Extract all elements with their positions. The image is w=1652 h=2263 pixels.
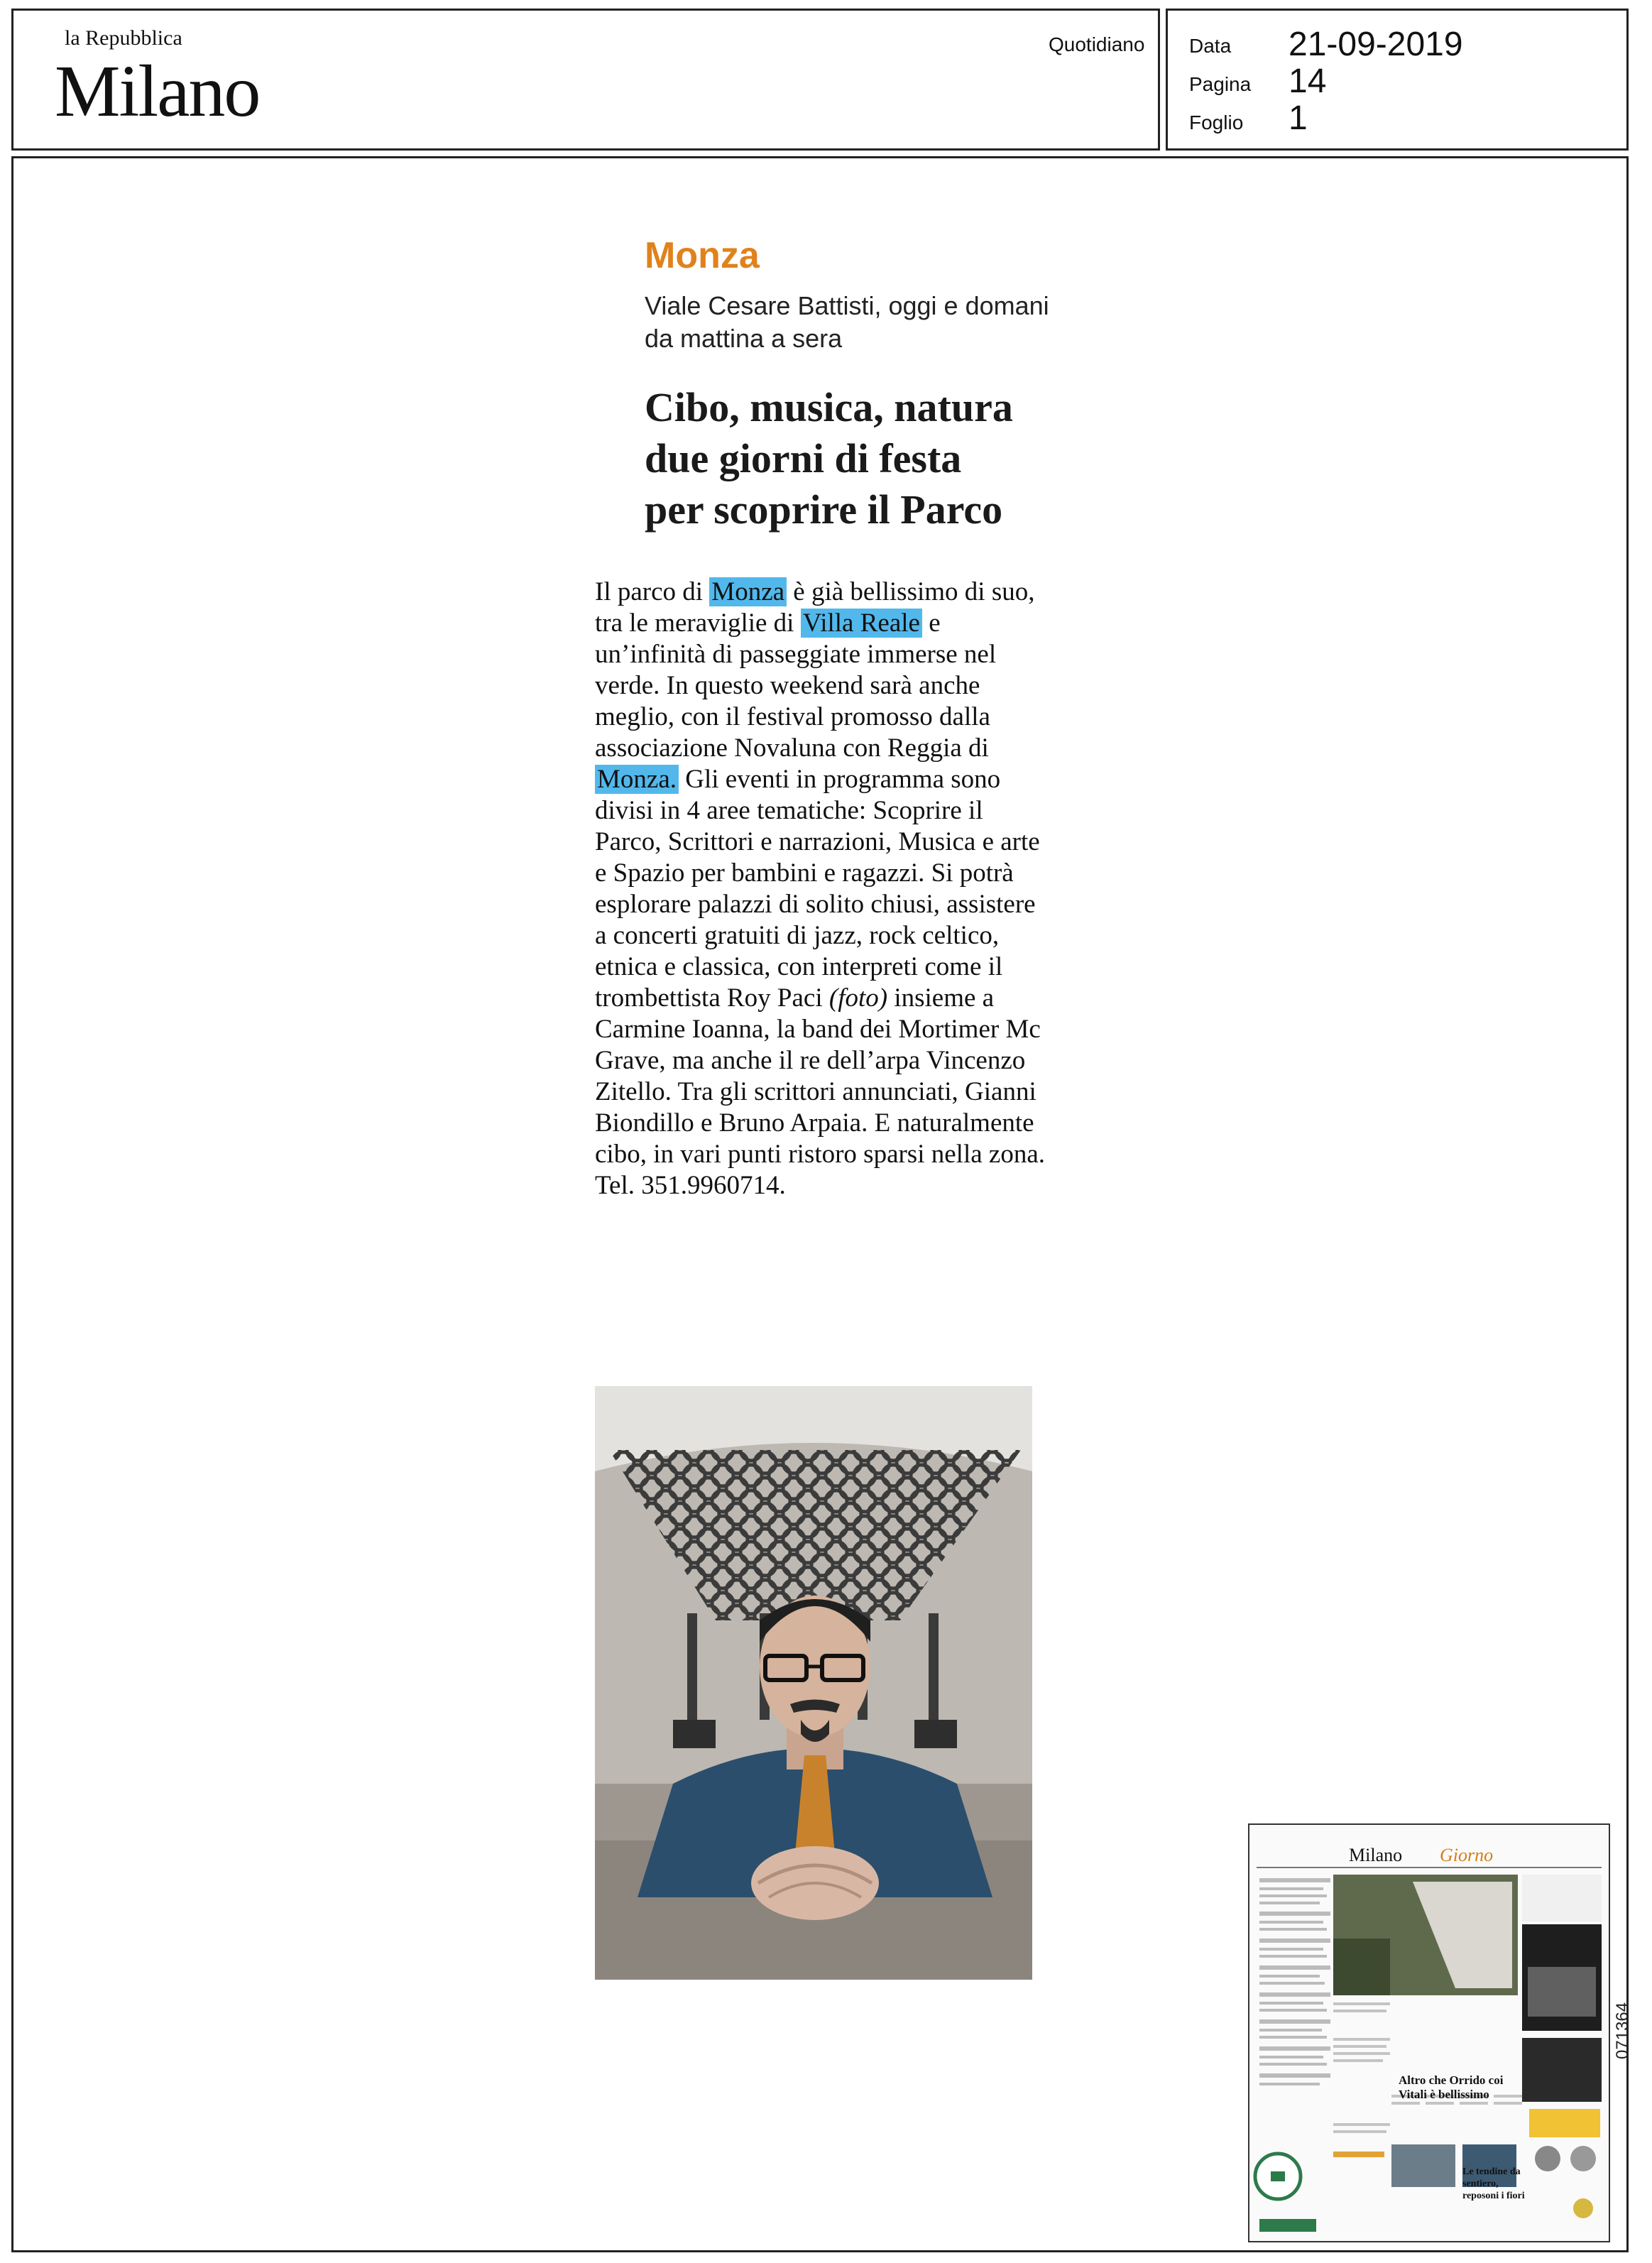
- portrait-illustration: [595, 1386, 1032, 1980]
- thumbnail-title: Milano: [1349, 1845, 1403, 1865]
- thumbnail-layout: [1249, 1825, 1609, 2241]
- highlighted-term: Monza.: [595, 765, 679, 794]
- article-headline: [645, 382, 1085, 535]
- body-text: Gli eventi in programma sono divisi in 4 aree tematiche: Scoprire il Parco, Scrittori e narrazioni, Musica e arte e Spazio per bambini e ragazzi. Si potrà esplorare palazzi di solito chiusi, assistere a concerti gratuiti di jazz, rock celtico, etnica e classica, con interpreti come il trombettista Roy Paci: [595, 765, 1040, 1013]
- body-text: insieme a Carmine Ioanna, la band dei Mortimer Mc Grave, ma anche il re dell’arpa Vincenzo Zitello. Tra gli scrittori annunciati, Gianni Biondillo e Bruno Arpaia. E naturalmente cibo, in vari punti ristoro sparsi nella zona. Tel. 351.9960714.: [595, 983, 1045, 1200]
- photo-reference: (foto): [828, 983, 888, 1013]
- archive-code: 071364: [1613, 2002, 1632, 2059]
- sheet-value: 1: [1289, 99, 1308, 137]
- date-label: Data: [1189, 35, 1232, 57]
- highlighted-term: Villa Reale: [801, 609, 922, 638]
- article-photo: [595, 1386, 1032, 1980]
- location-subtitle: Viale Cesare Battisti, oggi e domani da mattina a sera: [645, 291, 1049, 353]
- publisher-name: la Repubblica: [65, 26, 182, 50]
- section-label: Monza: [645, 235, 760, 276]
- thumbnail-headline: Altro che Orrido coi Vitali è bellissimo: [1399, 2073, 1504, 2101]
- metadata-box: [1166, 9, 1629, 151]
- body-text: e un’infinità di passeggiate immerse nel verde. In questo weekend sarà anche meglio, con il festival promosso dalla associazione Novaluna con Reggia di: [595, 609, 997, 763]
- date-value: 21-09-2019: [1289, 26, 1463, 63]
- frequency-label: Quotidiano: [1049, 33, 1145, 55]
- edition-name: Milano: [55, 50, 260, 132]
- page-value: 14: [1289, 62, 1327, 100]
- headline-line: Cibo, musica, natura: [645, 384, 1013, 430]
- sheet-label: Foglio: [1189, 111, 1244, 133]
- article-body: [595, 577, 1049, 1201]
- highlighted-term: Monza: [709, 577, 787, 606]
- body-text: Il parco di: [595, 577, 710, 606]
- page-label: Pagina: [1189, 73, 1252, 95]
- thumbnail-subtitle: Giorno: [1440, 1845, 1494, 1865]
- body-text: è già bellissimo di suo, tra le meraviglie di: [595, 577, 1035, 638]
- thumbnail-headline-secondary: Le tendine da sentiero, reposoni i fiori: [1462, 2166, 1525, 2201]
- masthead: [11, 9, 1160, 151]
- headline-line: per scoprire il Parco: [645, 486, 1003, 533]
- headline-line: due giorni di festa: [645, 435, 962, 481]
- page-thumbnail: [1248, 1823, 1610, 2242]
